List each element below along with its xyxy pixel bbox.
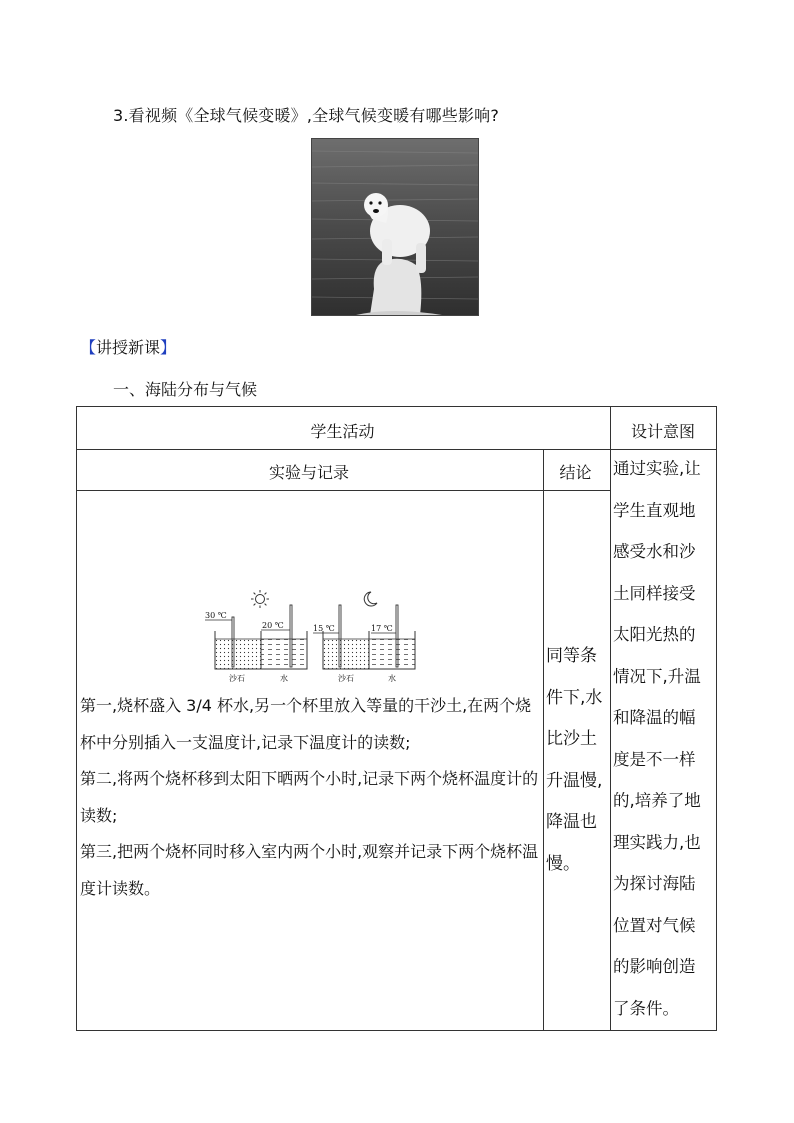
intent-line: 情况下,升温 (613, 666, 701, 686)
sand-label: 沙石 (229, 674, 245, 683)
intent-line: 理实践力,也 (613, 832, 701, 852)
header-activity: 学生活动 (310, 422, 375, 441)
conclusion-text (546, 636, 608, 885)
night-sand-temp: 15 ℃ (313, 624, 335, 633)
step-2: 第二,将两个烧杯移到太阳下晒两个小时,记录下两个烧杯温度计的读数; (80, 769, 539, 825)
experiment-steps (80, 688, 540, 907)
intent-line: 了条件。 (613, 998, 679, 1018)
intent-line: 感受水和沙 (613, 542, 696, 561)
intent-line: 度是不一样 (613, 749, 696, 769)
intent-line: 为探讨海陆 (613, 874, 696, 893)
intent-line: 太阳光热的 (613, 625, 696, 644)
intent-line: 学生直观地 (613, 500, 696, 520)
experiment-diagram (203, 587, 423, 691)
beaker-diagram-icon (203, 587, 423, 687)
section-tag-text: 讲授新课 (96, 338, 161, 357)
conclusion-line: 同等条 (546, 646, 597, 666)
water-label-2: 水 (388, 674, 396, 683)
table-divider (610, 407, 611, 1030)
table-divider (543, 449, 544, 1030)
subheader-experiment: 实验与记录 (268, 463, 349, 482)
section-tag (80, 335, 176, 358)
step-1: 第一,烧杯盛入 3/4 杯水,另一个杯里放入等量的干沙土,在两个烧杯中分别插入一支温度计,记录下温度计的读数; (80, 696, 532, 752)
bracket-open: 【 (80, 338, 97, 357)
question-text: 3.看视频《全球气候变暖》,全球气候变暖有哪些影响? (113, 106, 500, 125)
conclusion-line: 比沙土 (546, 729, 597, 749)
moon-icon (364, 592, 377, 606)
night-water-temp: 17 ℃ (371, 624, 393, 633)
intent-line: 和降温的幅 (613, 708, 696, 727)
day-sand-temp: 30 ℃ (205, 611, 227, 620)
intent-line: 的影响创造 (613, 957, 696, 976)
header-intent: 设计意图 (630, 422, 695, 441)
bracket-close: 】 (160, 338, 177, 357)
section-title: 一、海陆分布与气候 (113, 380, 258, 399)
polar-bear-photo (311, 138, 479, 316)
conclusion-line: 件下,水 (546, 687, 603, 708)
day-water-temp: 20 ℃ (262, 621, 284, 630)
table-divider (77, 449, 610, 450)
sand-label-2: 沙石 (338, 674, 354, 683)
intent-line: 的,培养了地 (613, 791, 701, 810)
step-3: 第三,把两个烧杯同时移入室内两个小时,观察并记录下两个烧杯温度计读数。 (80, 842, 539, 898)
conclusion-line: 降温也 (546, 812, 597, 832)
polar-bear-on-ice-icon (312, 139, 478, 315)
water-label: 水 (280, 674, 288, 683)
intent-line: 位置对气候 (613, 915, 696, 935)
table-divider (77, 490, 610, 491)
conclusion-line: 慢。 (546, 853, 580, 874)
intent-line: 土同样接受 (613, 583, 696, 603)
subheader-conclusion: 结论 (559, 463, 592, 482)
sun-icon (251, 590, 269, 608)
intent-text (613, 448, 717, 1029)
intent-line: 通过实验,让 (613, 459, 701, 478)
conclusion-line: 升温慢, (546, 770, 603, 791)
